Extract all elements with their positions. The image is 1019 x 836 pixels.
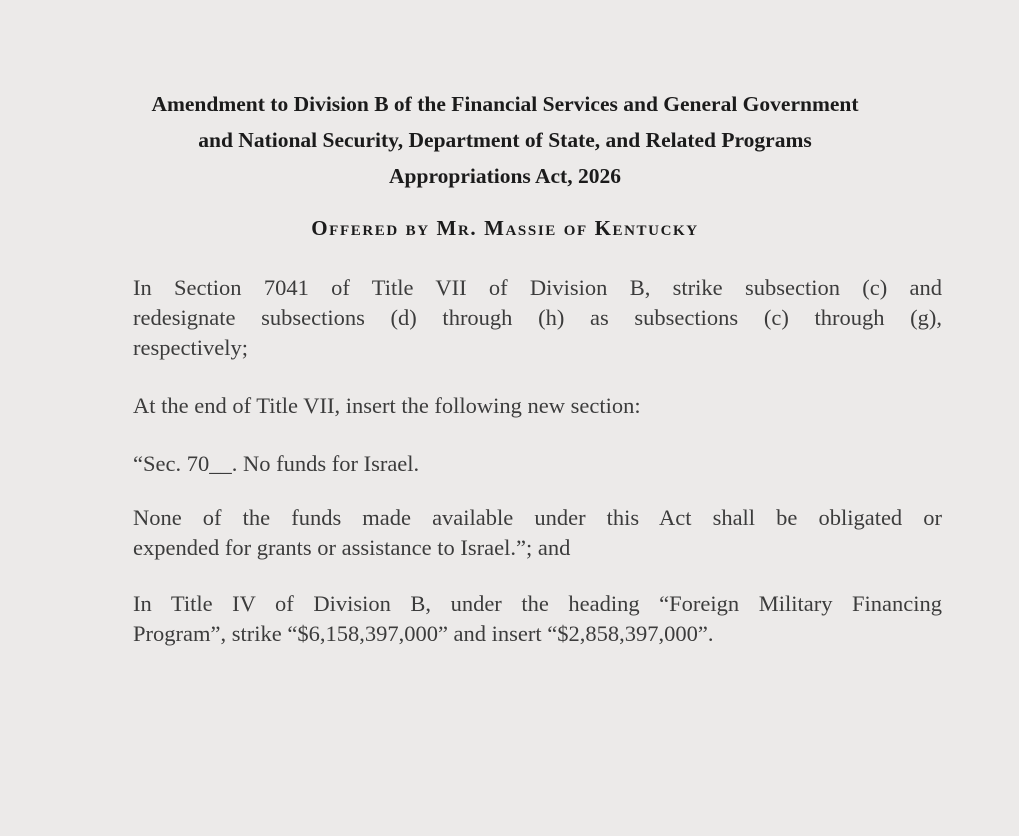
paragraph-line: redesignate subsections (d) through (h) as subsections (c) through (g), <box>133 305 942 330</box>
paragraph-line: None of the funds made available under this Act shall be obligated or <box>133 505 942 530</box>
title-line: Appropriations Act, 2026 <box>389 164 621 188</box>
paragraph-insert-section <box>133 391 942 421</box>
title-line: Amendment to Division B of the Financial Services and General Government <box>151 92 859 116</box>
paragraph-line: At the end of Title VII, insert the following new section: <box>133 393 641 418</box>
paragraph-line: Program”, strike “$6,158,397,000” and insert “$2,858,397,000”. <box>133 621 714 646</box>
paragraph-strike-subsection <box>133 273 942 363</box>
paragraph-line: expended for grants or assistance to Israel.”; and <box>133 535 571 560</box>
paragraph-line: In Section 7041 of Title VII of Division B, strike subsection (c) and <box>133 275 942 300</box>
paragraph-funding-change <box>133 589 942 649</box>
document-title <box>60 86 950 194</box>
paragraph-line: respectively; <box>133 335 248 360</box>
sponsor-line: Offered by Mr. Massie of Kentucky <box>311 216 699 240</box>
paragraph-new-section-heading <box>133 449 942 479</box>
title-line: and National Security, Department of State, and Related Programs <box>198 128 812 152</box>
paragraph-line: In Title IV of Division B, under the heading “Foreign Military Financing <box>133 591 942 616</box>
paragraph-line: “Sec. 70__. No funds for Israel. <box>133 451 420 476</box>
paragraph-new-section-text <box>133 503 942 563</box>
